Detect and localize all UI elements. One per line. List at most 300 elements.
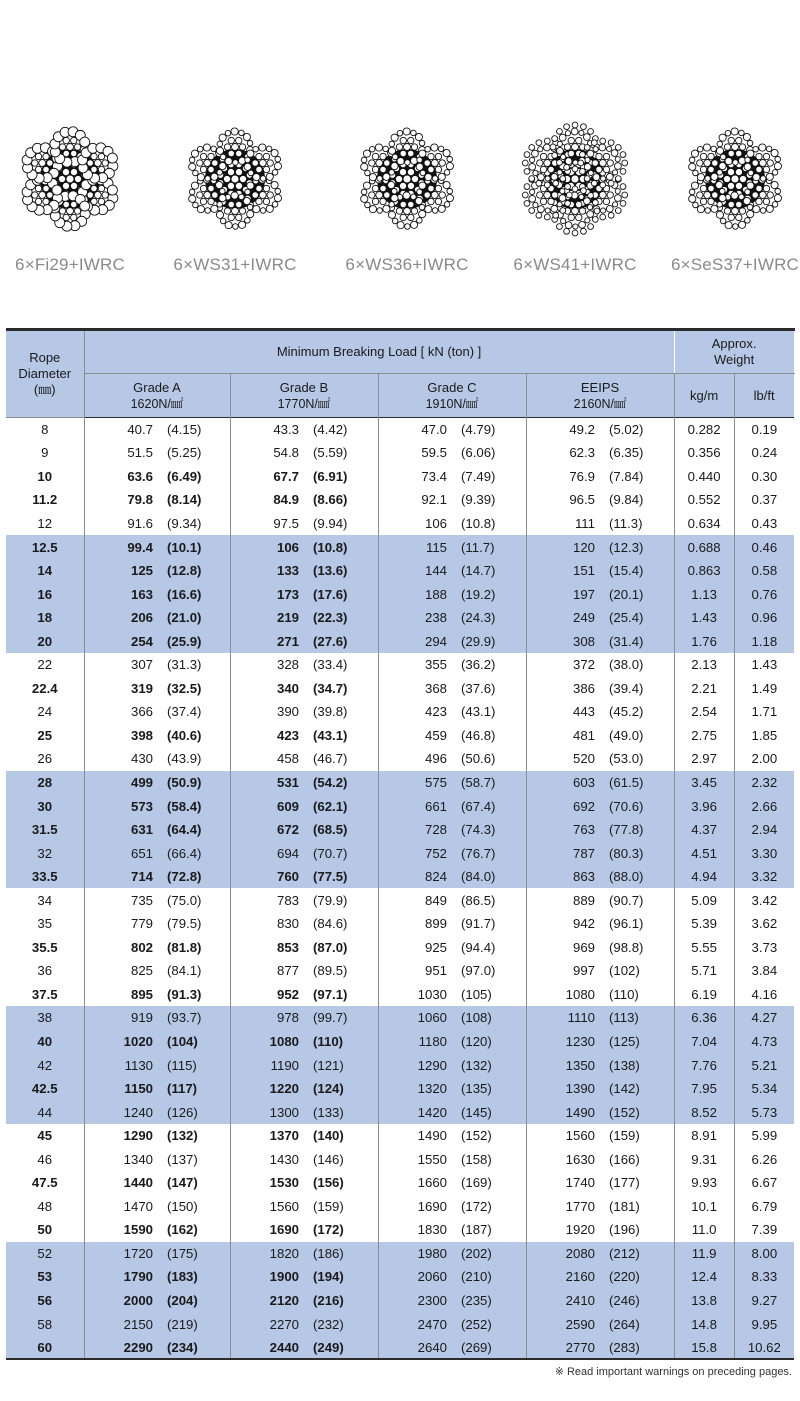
wire-mark (220, 154, 226, 160)
wire-mark (247, 204, 253, 210)
wire-mark (607, 160, 613, 166)
wire-mark (530, 189, 535, 194)
wire-mark (405, 224, 411, 230)
wire-mark (564, 144, 570, 150)
wire-mark (389, 170, 395, 176)
weight-cell: 7.04 (674, 1030, 734, 1054)
wire-mark (87, 192, 93, 198)
wire-mark (444, 202, 450, 208)
wire-mark (739, 144, 745, 150)
ton-cell: (10.1) (157, 535, 230, 559)
kn-cell: 188 (378, 582, 451, 606)
weight-cell: 2.97 (674, 747, 734, 771)
rope-ws31 (160, 112, 310, 275)
diameter-cell: 9 (6, 441, 84, 465)
kn-cell: 925 (424, 939, 447, 955)
wire-mark (415, 133, 422, 140)
table-row (6, 535, 794, 559)
wire-mark (573, 224, 578, 229)
rope-label: 6×Fi29+IWRC (15, 255, 125, 274)
wire-mark (579, 130, 584, 135)
ton-cell: (84.0) (451, 865, 526, 889)
wire-mark (263, 153, 269, 159)
rope-ses37 (660, 112, 800, 275)
ton-cell: (49.0) (599, 724, 674, 748)
ton-cell: (29.9) (451, 629, 526, 653)
ton-cell: (183) (157, 1265, 230, 1289)
wire-mark (388, 147, 395, 154)
ton-cell: (159) (303, 1195, 378, 1219)
table-row (6, 818, 794, 842)
kn-cell: 481 (572, 727, 595, 743)
table-row (6, 559, 794, 583)
wire-mark (738, 221, 745, 228)
wire-mark (565, 222, 572, 229)
wire-mark (228, 214, 234, 220)
table-row (6, 865, 794, 889)
table-row (6, 1124, 794, 1148)
wire-mark (760, 176, 766, 182)
wire-mark (593, 147, 598, 152)
wire-mark (544, 192, 551, 199)
wire-mark (219, 134, 226, 141)
kn-cell: 895 (130, 986, 153, 1002)
wire-mark (717, 170, 723, 176)
kn-cell: 111 (574, 515, 595, 531)
wire-mark (369, 206, 376, 213)
ton-cell: (31.4) (599, 629, 674, 653)
wire-mark (272, 202, 278, 208)
wire-mark (245, 189, 251, 195)
wire-mark (263, 198, 269, 204)
wire-mark (606, 205, 613, 212)
kn-cell: 79.8 (127, 492, 153, 508)
ton-cell: (138) (599, 1053, 674, 1077)
diameter-cell: 12 (6, 512, 84, 536)
wire-mark (711, 205, 718, 212)
kn-cell: 106 (230, 535, 303, 559)
weight-cell: 5.73 (734, 1100, 794, 1124)
kn-cell: 151 (526, 559, 599, 583)
kn-cell: 1440 (123, 1175, 153, 1191)
wire-mark (732, 208, 739, 215)
kn-cell: 978 (230, 1006, 303, 1030)
ton-cell: (7.49) (451, 465, 526, 489)
ton-cell: (43.1) (303, 724, 378, 748)
ton-cell: (124) (303, 1077, 378, 1101)
wire-mark (747, 204, 753, 210)
wire-mark (689, 163, 696, 170)
wire-mark (766, 173, 773, 180)
kn-cell: 849 (424, 892, 447, 908)
wire-mark (581, 124, 587, 130)
kn-cell: 2080 (526, 1242, 599, 1266)
ton-cell: (177) (599, 1171, 674, 1195)
wire-mark (530, 157, 535, 162)
wire-mark (704, 160, 711, 167)
weight-cell: 0.96 (734, 606, 794, 630)
wire-mark (424, 192, 430, 198)
wire-mark (227, 182, 234, 189)
weight-cell: 7.95 (674, 1077, 734, 1101)
ton-cell: (175) (157, 1242, 230, 1266)
wire-mark (557, 129, 563, 135)
kn-cell: 91.6 (127, 515, 153, 531)
wire-mark (247, 210, 254, 217)
kn-cell: 603 (526, 771, 599, 795)
wire-mark (745, 218, 751, 224)
wire-mark (774, 194, 781, 201)
weight-cell: 5.39 (674, 912, 734, 936)
wire-mark (700, 198, 706, 204)
wire-mark (693, 170, 699, 176)
wire-mark (571, 128, 578, 135)
wire-mark (39, 192, 46, 199)
wire-mark (529, 163, 536, 170)
diameter-cell: 35.5 (6, 936, 84, 960)
table-row (6, 1100, 794, 1124)
wire-mark (71, 150, 77, 156)
wire-mark (725, 222, 732, 229)
wire-mark (228, 137, 234, 143)
rope-ws41 (500, 112, 650, 275)
wire-mark (383, 146, 389, 152)
kn-cell: 73.4 (421, 468, 447, 484)
wire-mark (447, 156, 453, 162)
wire-mark (759, 160, 766, 167)
wire-mark (375, 144, 382, 151)
kn-cell: 106 (424, 515, 447, 531)
wire-mark (578, 160, 584, 166)
wire-mark (365, 170, 371, 176)
kn-cell: 661 (378, 794, 451, 818)
weight-cell: 0.46 (734, 535, 794, 559)
wire-mark (608, 140, 614, 146)
wire-mark (191, 182, 198, 189)
wire-mark (572, 144, 579, 151)
kn-cell: 1080 (230, 1030, 303, 1054)
ton-cell: (132) (451, 1053, 526, 1077)
ton-cell: (37.6) (451, 677, 526, 701)
kn-cell: 573 (84, 794, 157, 818)
wire-mark (771, 149, 778, 156)
wire-mark (425, 174, 432, 181)
wire-mark (533, 170, 538, 175)
weight-cell: 2.21 (674, 677, 734, 701)
wire-mark (432, 208, 438, 214)
diameter-cell: 36 (6, 959, 84, 983)
wire-mark (232, 208, 239, 215)
wire-mark (703, 144, 710, 151)
ton-cell: (181) (599, 1195, 674, 1219)
ton-cell: (9.94) (303, 512, 378, 536)
wire-mark (405, 160, 411, 166)
wire-mark (600, 176, 605, 181)
wire-mark (552, 153, 558, 159)
wire-mark (736, 150, 742, 156)
wire-mark (600, 208, 605, 213)
weight-cell: 5.71 (674, 959, 734, 983)
kn-cell: 390 (276, 704, 299, 720)
wire-mark (529, 145, 535, 151)
weight-cell: 2.94 (734, 818, 794, 842)
wire-mark (431, 192, 438, 199)
wire-mark (747, 182, 754, 189)
wire-mark (579, 221, 586, 228)
wire-mark (548, 166, 554, 172)
wire-mark (62, 168, 69, 175)
wire-mark (419, 182, 426, 189)
rope-label: 6×SeS37+IWRC (670, 255, 800, 274)
kn-cell: 249 (526, 606, 599, 630)
wire-mark (615, 157, 620, 162)
wire-mark (557, 202, 562, 207)
wire-mark (211, 205, 218, 212)
wire-mark (32, 160, 38, 166)
ton-cell: (125) (599, 1030, 674, 1054)
wire-mark (756, 185, 762, 191)
weight-cell: 13.8 (674, 1289, 734, 1313)
weight-cell: 6.26 (751, 1151, 778, 1167)
wire-mark (733, 224, 739, 230)
diameter-cell: 11.2 (6, 488, 84, 512)
diameter-cell: 22 (6, 653, 84, 677)
kn-cell: 2290 (84, 1336, 157, 1360)
kn-cell: 1560 (565, 1128, 595, 1144)
wire-mark (408, 201, 414, 207)
wire-mark (228, 201, 234, 207)
table-row (6, 418, 794, 442)
wire-mark (720, 154, 726, 160)
wire-mark (532, 150, 539, 157)
wire-mark (239, 144, 245, 150)
wire-mark (705, 176, 711, 182)
wire-mark (260, 208, 266, 214)
wire-mark (363, 150, 370, 157)
wire-mark (219, 162, 226, 169)
ton-cell: (91.3) (157, 983, 230, 1007)
wire-mark (760, 208, 766, 214)
wire-mark (220, 188, 226, 194)
kn-cell: 1980 (378, 1242, 451, 1266)
ton-cell: (132) (157, 1124, 230, 1148)
kn-cell: 1030 (417, 986, 447, 1002)
wire-mark (772, 170, 778, 176)
wire-mark (731, 192, 738, 199)
wire-mark (372, 153, 378, 159)
table-row (6, 441, 794, 465)
wire-mark (572, 186, 578, 192)
ton-cell: (72.8) (157, 865, 230, 889)
wire-mark (372, 198, 378, 204)
ton-cell: (58.4) (157, 794, 230, 818)
wire-mark (80, 201, 90, 211)
ton-cell: (61.5) (599, 771, 674, 795)
wire-mark (197, 146, 203, 152)
kn-cell: 969 (572, 939, 595, 955)
wire-mark (397, 222, 404, 229)
weight-cell: 1.85 (751, 727, 778, 743)
wire-mark (524, 201, 530, 207)
kn-cell: 219 (230, 606, 303, 630)
ton-cell: (147) (157, 1171, 230, 1195)
diameter-cell: 26 (6, 747, 84, 771)
wire-mark (224, 208, 230, 214)
diameter-cell: 48 (6, 1195, 84, 1219)
ton-cell: (249) (303, 1336, 378, 1360)
rope-fi29 (0, 112, 145, 275)
wire-mark (585, 157, 590, 162)
kn-cell: 2770 (526, 1336, 599, 1360)
wire-mark (566, 192, 572, 198)
diameter-cell: 32 (6, 841, 84, 865)
wire-mark (540, 198, 546, 204)
wire-mark (189, 163, 196, 170)
weight-cell: 7.76 (674, 1053, 734, 1077)
weight-cell: 0.282 (674, 418, 734, 442)
rope-label: 6×WS31+IWRC (173, 255, 297, 274)
kn-cell: 651 (84, 841, 157, 865)
kn-cell: 2150 (84, 1312, 157, 1336)
wire-mark (238, 221, 245, 228)
kn-cell: 2120 (230, 1289, 303, 1313)
weight-cell: 1.49 (751, 680, 778, 696)
wire-mark (594, 208, 600, 214)
ton-cell: (162) (157, 1218, 230, 1242)
wire-mark (219, 194, 226, 201)
wire-mark (43, 166, 49, 172)
wire-mark (537, 160, 543, 166)
wire-mark (689, 195, 696, 202)
wire-mark (217, 170, 223, 176)
table-row (6, 653, 794, 677)
wire-mark (391, 194, 398, 201)
wire-mark (425, 146, 431, 152)
wire-mark (248, 170, 254, 176)
wire-mark (404, 144, 411, 151)
wire-mark (260, 176, 266, 182)
ton-cell: (108) (451, 1006, 526, 1030)
kn-cell: 672 (230, 818, 303, 842)
ton-cell: (45.2) (599, 700, 674, 724)
wire-mark (544, 214, 550, 220)
wire-mark (228, 150, 234, 156)
kn-cell: 84.9 (273, 492, 299, 508)
kn-cell: 830 (276, 916, 299, 932)
wire-mark (766, 205, 773, 212)
wire-mark (410, 221, 417, 228)
wire-mark (620, 152, 626, 158)
table-row (6, 1053, 794, 1077)
wire-mark (603, 198, 609, 204)
kn-cell: 1430 (269, 1151, 299, 1167)
wire-mark (576, 214, 582, 220)
wire-mark (581, 188, 587, 194)
kn-cell: 386 (572, 680, 595, 696)
kn-cell: 631 (84, 818, 157, 842)
ton-cell: (10.8) (451, 512, 526, 536)
kn-cell: 173 (230, 582, 303, 606)
ton-cell: (152) (451, 1124, 526, 1148)
ton-cell: (46.8) (451, 724, 526, 748)
weight-cell: 2.54 (674, 700, 734, 724)
table-row (6, 1312, 794, 1336)
wire-mark (380, 185, 386, 191)
kn-cell: 1190 (230, 1053, 303, 1077)
ton-cell: (187) (451, 1218, 526, 1242)
ton-cell: (152) (599, 1100, 674, 1124)
table-row (6, 606, 794, 630)
diameter-cell: 30 (6, 794, 84, 818)
wire-mark (588, 193, 594, 199)
wire-mark (438, 146, 444, 152)
ton-cell: (19.2) (451, 582, 526, 606)
wire-mark (419, 150, 426, 157)
ton-cell: (145) (451, 1100, 526, 1124)
wire-mark (383, 205, 390, 212)
wire-mark (524, 184, 530, 190)
wire-mark (756, 166, 762, 172)
ton-cell: (77.8) (599, 818, 674, 842)
kn-cell: 1150 (84, 1077, 157, 1101)
wire-mark (587, 150, 594, 157)
ton-cell: (39.8) (303, 700, 378, 724)
weight-cell: 1.71 (751, 704, 778, 720)
kn-cell: 1060 (378, 1006, 451, 1030)
ton-cell: (79.5) (157, 912, 230, 936)
kn-cell: 99.4 (84, 535, 157, 559)
wire-mark (74, 208, 80, 214)
wire-mark (235, 182, 242, 189)
ton-cell: (6.91) (303, 465, 378, 489)
wire-mark (200, 198, 206, 204)
wire-mark (193, 202, 199, 208)
weight-cell: 0.552 (674, 488, 734, 512)
kn-cell: 889 (572, 892, 595, 908)
ton-cell: (62.1) (303, 794, 378, 818)
wire-mark (588, 224, 594, 230)
ton-cell: (24.3) (451, 606, 526, 630)
rope-diagrams (0, 112, 800, 290)
wire-mark (711, 146, 717, 152)
wire-mark (392, 154, 398, 160)
wire-mark (591, 140, 597, 146)
wire-mark (581, 228, 587, 234)
wire-mark (728, 150, 734, 156)
wire-mark (615, 195, 622, 202)
table-row (6, 888, 794, 912)
wire-mark (606, 173, 613, 180)
wire-mark (719, 134, 726, 141)
wire-mark (400, 150, 406, 156)
wire-mark (98, 198, 104, 204)
wire-mark (540, 166, 546, 172)
wire-mark (383, 173, 390, 180)
weight-cell: 0.43 (751, 515, 778, 531)
kn-cell: 459 (424, 727, 447, 743)
wire-mark (365, 202, 371, 208)
wire-mark (389, 141, 395, 147)
wire-mark (403, 192, 410, 199)
kn-cell: 499 (84, 771, 157, 795)
wire-mark (533, 202, 538, 207)
wire-mark (736, 214, 742, 220)
wire-mark (439, 192, 445, 198)
ton-cell: (115) (157, 1053, 230, 1077)
ton-cell: (9.34) (157, 512, 230, 536)
wire-mark (384, 160, 390, 166)
wire-mark (417, 157, 423, 163)
